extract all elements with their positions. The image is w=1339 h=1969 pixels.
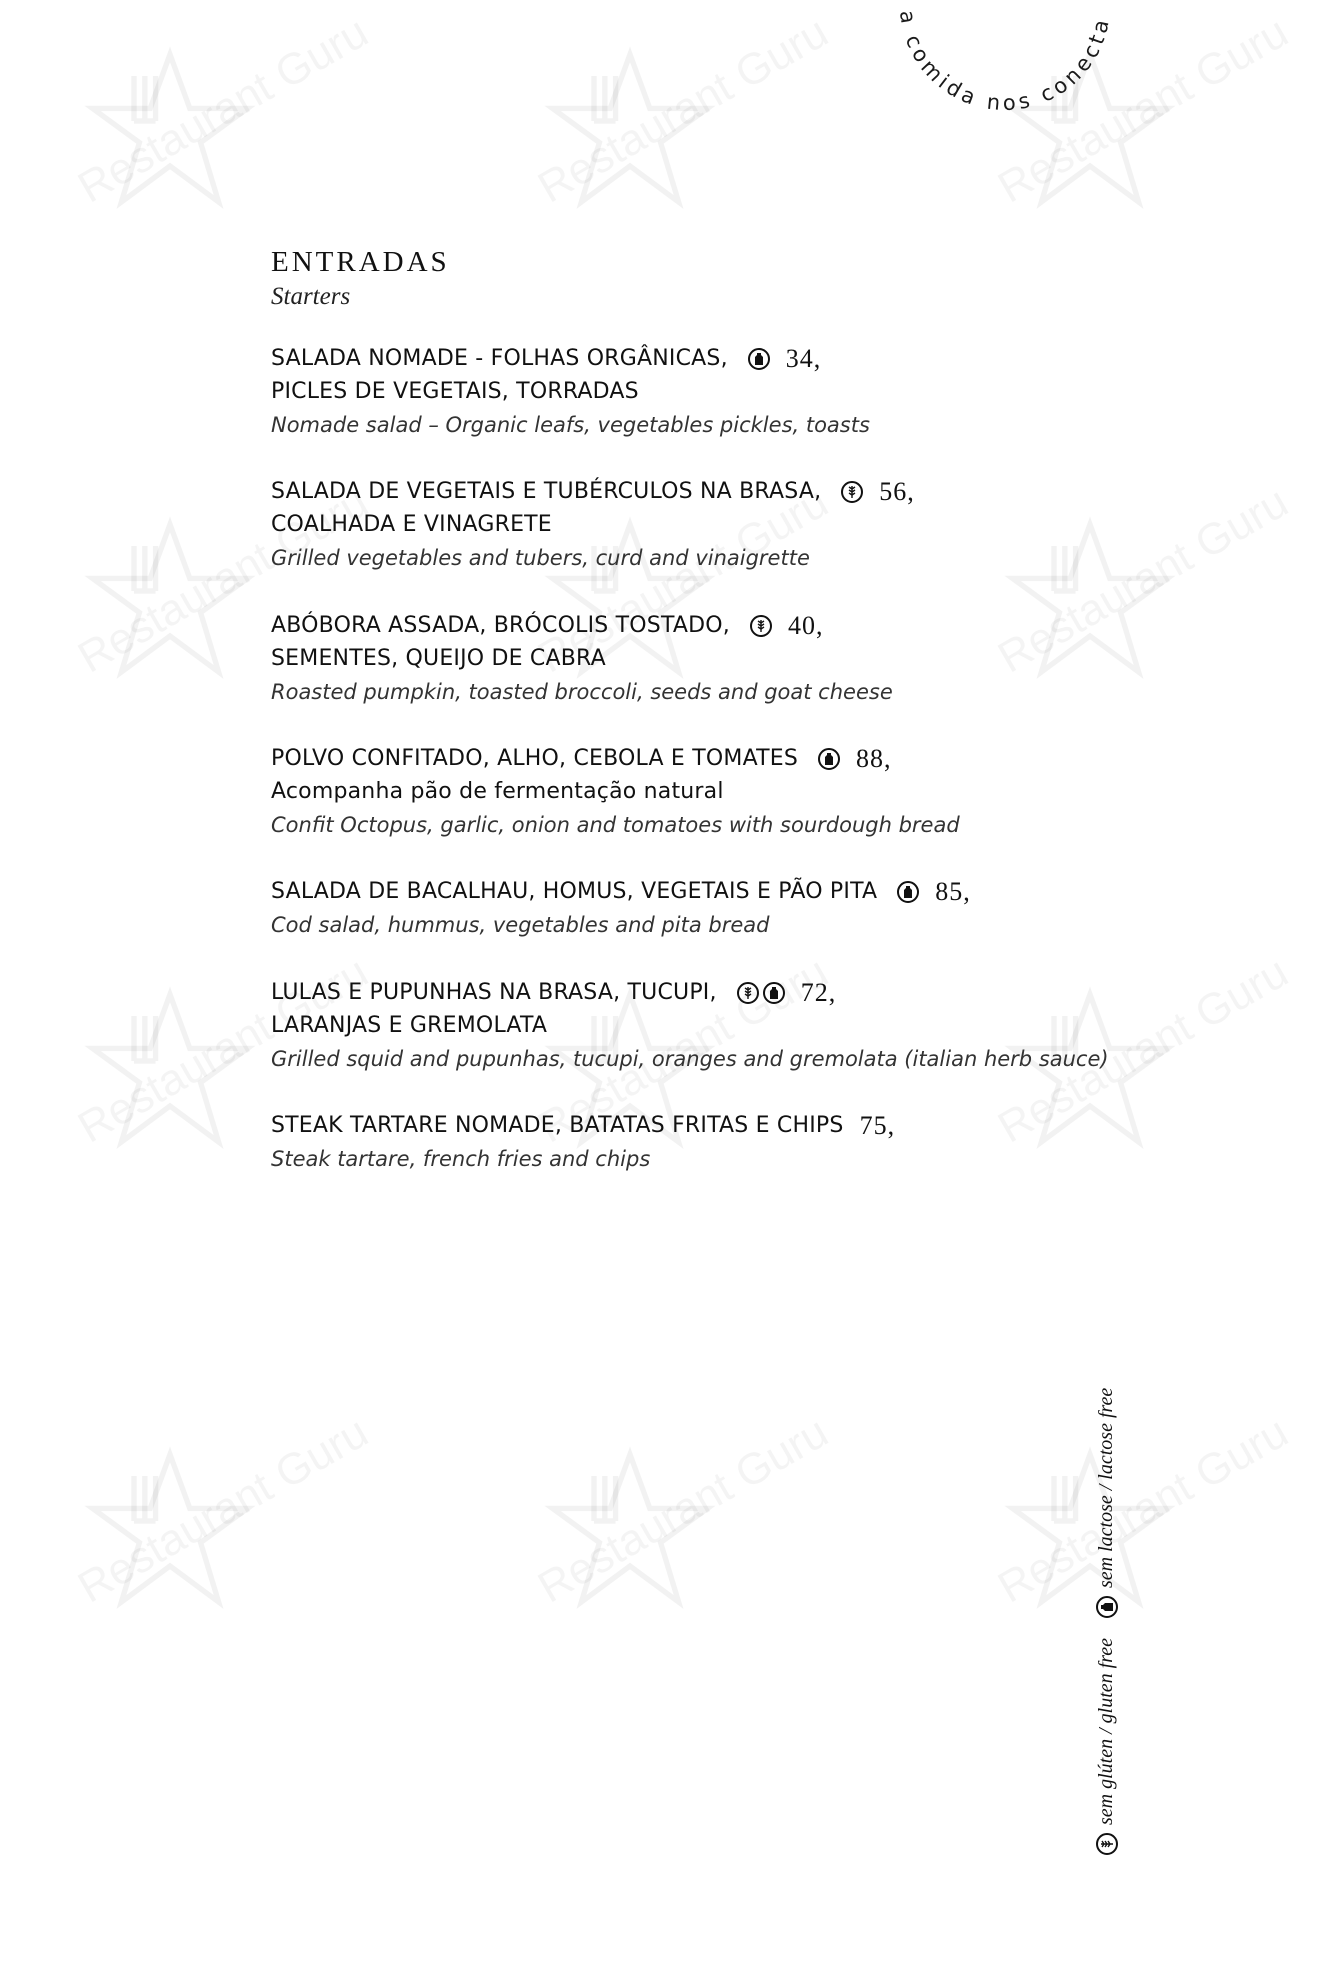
item-description: Cod salad, hummus, vegetables and pita bread [271,913,770,937]
watermark-star-icon [80,40,260,220]
watermark-star-icon [540,1440,720,1620]
item-name-line2: LARANJAS E GREMOLATA [271,1013,548,1038]
watermark-text [70,1407,377,1613]
menu-item [271,342,870,442]
item-description: Grilled vegetables and tubers, curd and vinaigrette [271,546,810,570]
menu-item [271,475,915,575]
lactose-free-icon [1096,1596,1118,1618]
section-title: ENTRADAS [271,246,450,278]
watermark-tile [30,1420,330,1720]
menu-item [271,976,1109,1076]
watermark-text [990,477,1297,683]
menu-item [271,609,893,709]
watermark-star-icon [80,510,260,690]
watermark-star-icon [540,40,720,220]
item-description: Confit Octopus, garlic, onion and tomatoes with sourdough bread [271,813,960,837]
item-price: 75, [859,1111,896,1140]
watermark-text [70,7,377,213]
item-price: 85, [935,877,971,906]
watermark-tile [490,1420,790,1720]
item-name: SALADA NOMADE - FOLHAS ORGÂNICAS, [271,346,728,371]
item-name: LULAS E PUPUNHAS NA BRASA, TUCUPI, [271,980,717,1005]
item-name: STEAK TARTARE NOMADE, BATATAS FRITAS E CHIPS [271,1113,844,1138]
gluten-free-icon [841,481,863,503]
watermark-star-icon [1000,1440,1180,1620]
item-description: Nomade salad – Organic leafs, vegetables pickles, toasts [271,413,870,437]
menu-item [271,875,971,942]
item-name: ABÓBORA ASSADA, BRÓCOLIS TOSTADO, [271,613,730,638]
item-description: Grilled squid and pupunhas, tucupi, oranges and gremolata (italian herb sauce) [271,1047,1109,1071]
item-price: 34, [785,344,822,373]
watermark-star-icon [1000,510,1180,690]
gluten-free-icon [750,615,772,637]
watermark-tile [950,490,1250,790]
menu-item [271,1109,895,1176]
svg-text:a comida nos conecta [895,9,1115,115]
lactose-free-icon [748,348,770,370]
item-description: Steak tartare, french fries and chips [271,1147,651,1171]
item-description: Roasted pumpkin, toasted broccoli, seeds and goat cheese [271,680,893,704]
item-price: 56, [879,477,915,506]
watermark-text [530,7,837,213]
watermark-text [990,1407,1297,1613]
item-price: 72, [800,978,837,1007]
watermark-tile [490,20,790,320]
item-price: 40, [788,611,824,640]
item-name: SALADA DE VEGETAIS E TUBÉRCULOS NA BRASA, [271,479,822,504]
tagline-text: a comida nos conecta [894,8,1115,116]
item-price: 88, [856,744,892,773]
watermark-text [530,1407,837,1613]
item-name-line2: Acompanha pão de fermentação natural [271,779,724,804]
menu-item [271,742,960,842]
watermark-star-icon [80,980,260,1160]
item-name-line2: SEMENTES, QUEIJO DE CABRA [271,646,606,671]
item-name-line2: PICLES DE VEGETAIS, TORRADAS [271,379,639,404]
gluten-free-icon [1096,1833,1118,1855]
item-name-line2: COALHADA E VINAGRETE [271,512,552,537]
section-subtitle: Starters [271,283,351,310]
item-name: SALADA DE BACALHAU, HOMUS, VEGETAIS E PÃO PITA [271,879,878,904]
lactose-free-icon [763,982,785,1004]
watermark-star-icon [80,1440,260,1620]
item-name: POLVO CONFITADO, ALHO, CEBOLA E TOMATES [271,746,799,771]
legend-lactose-free: sem lactose / lactose free [1095,1387,1117,1588]
dietary-legend [1095,1388,1118,1855]
lactose-free-icon [818,748,840,770]
lactose-free-icon [897,881,919,903]
legend-gluten-free: sem glúten / gluten free [1095,1638,1117,1825]
gluten-free-icon [737,982,759,1004]
tagline-curved [870,0,1130,140]
